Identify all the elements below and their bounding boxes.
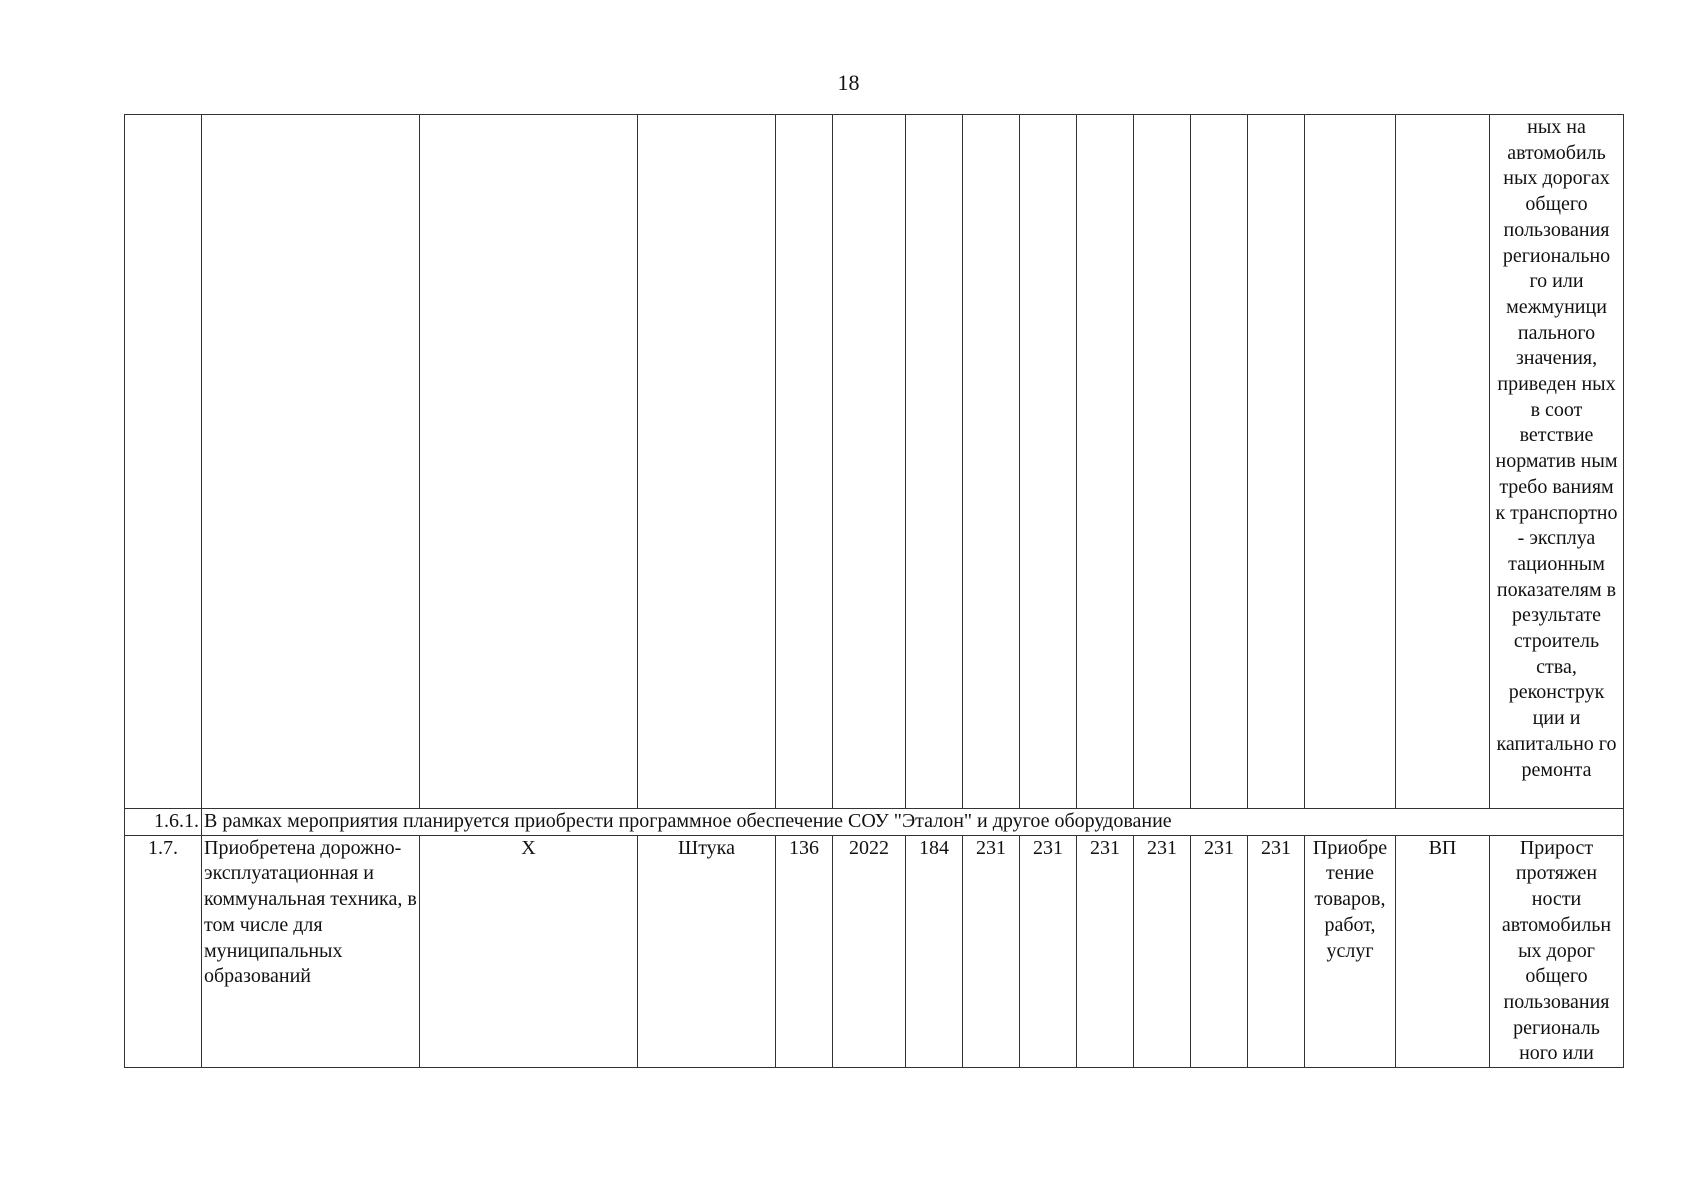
value-2: 231	[963, 835, 1020, 1067]
table-cell	[1396, 115, 1490, 809]
code-cell: ВП	[1396, 835, 1490, 1067]
note-text: В рамках мероприятия планируется приобрести программное обеспечение СОУ "Эталон" и другое оборудование	[202, 809, 1624, 836]
table-cell	[1077, 115, 1134, 809]
value-5: 231	[1134, 835, 1191, 1067]
page-number: 18	[837, 70, 860, 95]
table-row-1-7	[125, 835, 1624, 1067]
column-3-value: X	[420, 835, 638, 1067]
table-row-note	[125, 809, 1624, 836]
table-cell	[833, 115, 906, 809]
indicators-table	[124, 114, 1624, 1068]
table-cell	[1020, 115, 1077, 809]
table-cell	[125, 115, 202, 809]
value-4: 231	[1077, 835, 1134, 1067]
base-year: 2022	[833, 835, 906, 1067]
base-value: 136	[776, 835, 833, 1067]
note-number: 1.6.1.	[125, 809, 202, 836]
value-7: 231	[1248, 835, 1305, 1067]
type-cell: Приобре тение товаров, работ, услуг	[1305, 835, 1396, 1067]
table-cell	[1134, 115, 1191, 809]
table-cell	[638, 115, 776, 809]
table-cell	[420, 115, 638, 809]
table-cell	[963, 115, 1020, 809]
value-1: 184	[906, 835, 963, 1067]
value-6: 231	[1191, 835, 1248, 1067]
indicator-name: Приобретена дорожно- эксплуатационная и коммунальная техника, в том числе для муниципальных образований	[202, 835, 420, 1067]
table-cell	[776, 115, 833, 809]
table-cell	[906, 115, 963, 809]
table-cell	[1191, 115, 1248, 809]
unit-cell: Штука	[638, 835, 776, 1067]
table-row-continuation	[125, 115, 1624, 809]
table-cell	[1305, 115, 1396, 809]
table-cell	[1248, 115, 1305, 809]
result-cell: Прирост протяжен ности автомобильн ых дорог общего пользования региональ ного или	[1490, 835, 1624, 1067]
row-number: 1.7.	[125, 835, 202, 1067]
value-3: 231	[1020, 835, 1077, 1067]
continuation-result-cell: ных на автомобиль ных дорогах общего пользования регионально го или межмуници пального значения, приведен ных в соот ветствие норматив ным требо ваниям к транспортно - эксплуа тационным показателям в результате строитель ства, реконструк ции и капитально го ремонта	[1490, 115, 1624, 809]
table-cell	[202, 115, 420, 809]
